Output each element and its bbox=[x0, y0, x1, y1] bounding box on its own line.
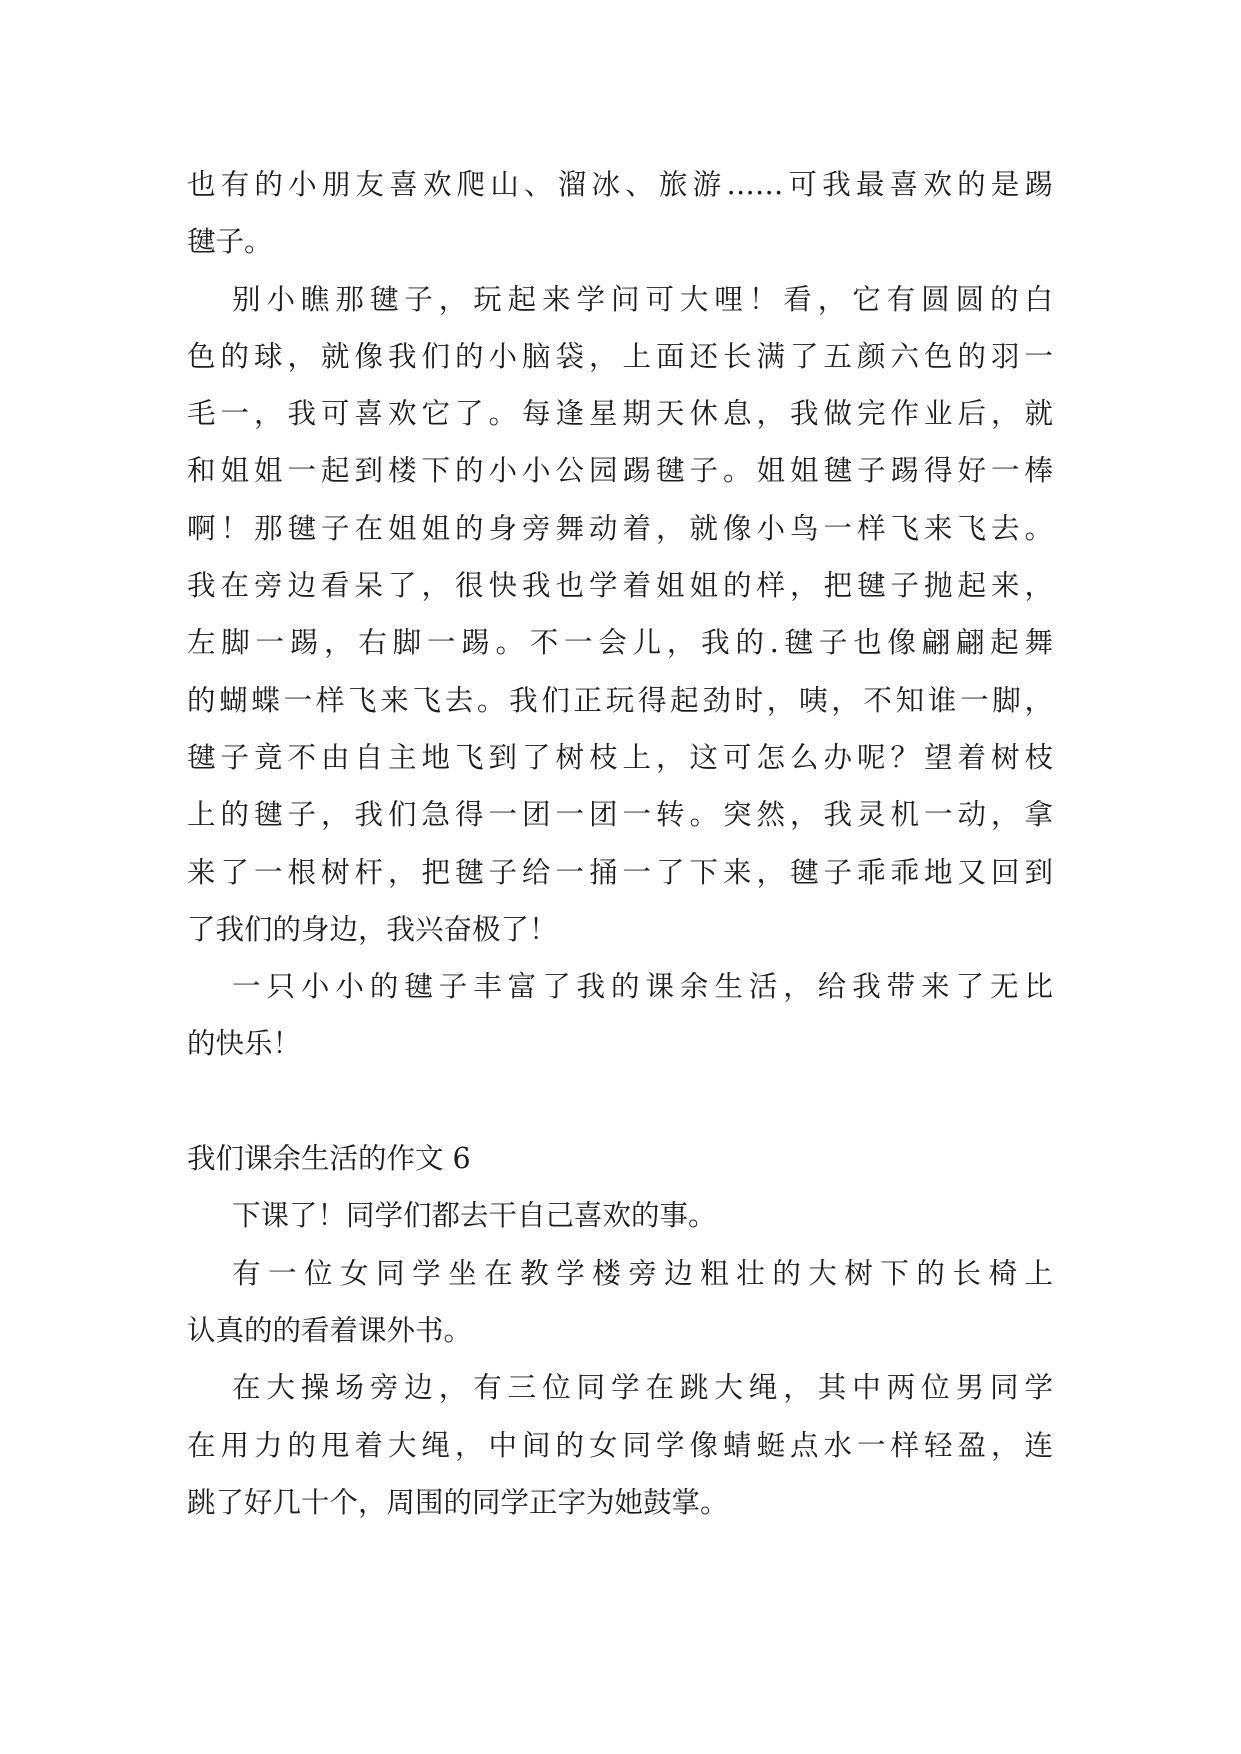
essay-title: 我们课余生活的作文 6 bbox=[187, 1142, 471, 1176]
text-line: 在大操场旁边，有三位同学在跳大绳，其中两位男同学 bbox=[232, 1371, 1053, 1405]
text-line: 认真的的看着课外书。 bbox=[187, 1313, 473, 1347]
text-line: 和姐姐一起到楼下的小小公园踢毽子。姐姐毽子踢得好一棒 bbox=[187, 454, 1053, 488]
essay-continuation bbox=[187, 156, 1053, 1073]
text-line: 毽子竟不由自主地飞到了树枝上，这可怎么办呢？望着树枝 bbox=[187, 740, 1053, 774]
text-line: 有一位女同学坐在教学楼旁边粗壮的大树下的长椅上 bbox=[232, 1256, 1053, 1290]
text-line: 毽子。 bbox=[187, 225, 273, 259]
text-line: 上的毽子，我们急得一团一团一转。突然，我灵机一动，拿 bbox=[187, 798, 1053, 832]
text-line: 毛一，我可喜欢它了。每逢星期天休息，我做完作业后，就 bbox=[187, 397, 1053, 431]
essay-section bbox=[187, 1130, 1053, 1531]
paragraph bbox=[187, 958, 1053, 1073]
paragraph bbox=[187, 1359, 1053, 1531]
text-line: 下课了！同学们都去干自己喜欢的事。 bbox=[232, 1199, 717, 1233]
document-body bbox=[187, 156, 1053, 1531]
text-line: 一只小小的毽子丰富了我的课余生活，给我带来了无比 bbox=[232, 970, 1053, 1004]
text-line: 来了一根树杆，把毽子给一捅一了下来，毽子乖乖地又回到 bbox=[187, 855, 1053, 889]
text-line: 别小瞧那毽子，玩起来学问可大哩！看，它有圆圆的白 bbox=[232, 282, 1053, 316]
text-line: 跳了好几十个，周围的同学正字为她鼓掌。 bbox=[187, 1485, 729, 1519]
paragraph bbox=[187, 1187, 1053, 1244]
text-line: 我在旁边看呆了，很快我也学着姐姐的样，把毽子抛起来， bbox=[187, 569, 1053, 603]
text-line: 了我们的身边，我兴奋极了！ bbox=[187, 912, 558, 946]
paragraph bbox=[187, 156, 1053, 271]
text-line: 色的球，就像我们的小脑袋，上面还长满了五颜六色的羽一 bbox=[187, 339, 1053, 373]
text-line: 的蝴蝶一样飞来飞去。我们正玩得起劲时，咦，不知谁一脚， bbox=[187, 683, 1053, 717]
text-line: 的快乐！ bbox=[187, 1027, 302, 1061]
text-line: 啊！那毽子在姐姐的身旁舞动着，就像小鸟一样飞来飞去。 bbox=[187, 511, 1053, 545]
paragraph bbox=[187, 271, 1053, 959]
text-line: 也有的小朋友喜欢爬山、溜冰、旅游……可我最喜欢的是踢 bbox=[187, 168, 1053, 201]
text-line: 左脚一踢，右脚一踢。不一会儿，我的.毽子也像翩翩起舞 bbox=[187, 626, 1053, 660]
blank-line bbox=[187, 1073, 1053, 1130]
text-line: 在用力的甩着大绳，中间的女同学像蜻蜓点水一样轻盈，连 bbox=[187, 1428, 1053, 1462]
paragraph bbox=[187, 1245, 1053, 1360]
